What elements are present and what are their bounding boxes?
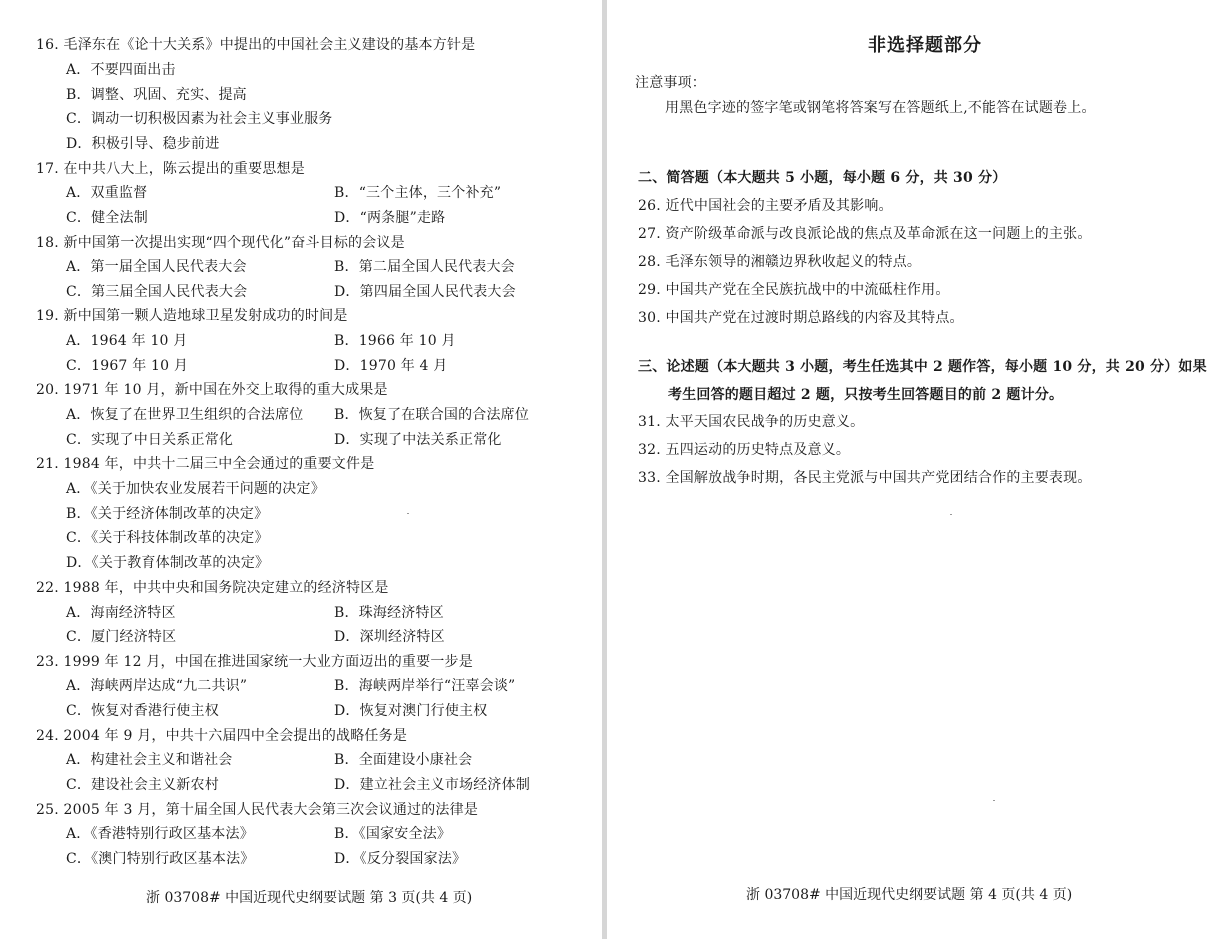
option-b: B．恢复了在联合国的合法席位 [334,407,530,423]
option-c: C．建设社会主义新农村 [66,777,219,793]
option-c: C．调动一切积极因素为社会主义事业服务 [66,111,333,127]
option-c: C．第三届全国人民代表大会 [66,284,248,300]
option-b: B．海峡两岸举行“汪辜会谈” [334,678,516,694]
question-text: 近代中国社会的主要矛盾及其影响。 [665,198,893,214]
scan-speck [407,513,409,514]
option-a: A．1964 年 10 月 [66,333,188,349]
question-27 [638,225,1092,243]
question-number: 28. [638,254,661,270]
option-c: C．《澳门特别行政区基本法》 [66,851,255,867]
question-number: 26. [638,198,661,214]
option-d: D．1970 年 4 月 [334,358,448,374]
question-20 [36,381,388,399]
question-text: 五四运动的历史特点及意义。 [665,442,851,458]
question-stem: 新中国第一颗人造地球卫星发射成功的时间是 [63,308,348,324]
question-21 [36,455,374,473]
option-d: D．实现了中法关系正常化 [334,432,502,448]
section-3-heading: 三、论述题（本大题共 3 小题，考生任选其中 2 题作答，每小题 10 分，共 20 分）如果 [638,359,1207,375]
option-d: D．恢复对澳门行使主权 [334,703,488,719]
question-text: 中国共产党在全民族抗战中的中流砥柱作用。 [665,282,950,298]
question-stem: 1988 年，中共中央和国务院决定建立的经济特区是 [63,580,389,596]
question-stem: 在中共八大上，陈云提出的重要思想是 [63,161,305,177]
question-number: 20. [36,382,59,398]
notice-text: 用黑色字迹的签字笔或钢笔将答案写在答题纸上,不能答在试题卷上。 [665,100,1096,116]
option-b: B．《关于经济体制改革的决定》 [66,506,269,522]
option-d: D．《反分裂国家法》 [334,851,467,867]
option-b: B．《国家安全法》 [334,826,452,842]
question-number: 27. [638,226,661,242]
option-d: D．第四届全国人民代表大会 [334,284,516,300]
exam-page-3 [0,0,602,939]
page-footer: 浙 03708# 中国近现代史纲要试题 第 4 页(共 4 页) [746,887,1073,903]
question-28 [638,253,921,271]
question-30 [638,309,964,327]
question-26 [638,197,893,215]
section-title: 非选择题部分 [868,35,982,56]
question-19 [36,307,348,325]
question-number: 19. [36,308,59,324]
question-number: 18. [36,235,59,251]
question-22 [36,579,389,597]
notice-label: 注意事项： [635,75,706,91]
question-31 [638,413,864,431]
question-32 [638,441,850,459]
question-number: 23. [36,654,59,670]
option-c: C．实现了中日关系正常化 [66,432,234,448]
option-b: B．第二届全国人民代表大会 [334,259,515,275]
question-29 [638,281,950,299]
question-number: 25. [36,802,59,818]
question-stem: 毛泽东在《论十大关系》中提出的中国社会主义建设的基本方针是 [63,37,476,53]
option-d: D．深圳经济特区 [334,629,445,645]
question-number: 22. [36,580,59,596]
option-c: C．健全法制 [66,210,148,226]
option-a: A．海峡两岸达成“九二共识” [66,678,248,694]
option-a: A．不要四面出击 [66,62,176,78]
question-text: 中国共产党在过渡时期总路线的内容及其特点。 [665,310,964,326]
question-number: 17. [36,161,59,177]
question-stem: 2004 年 9 月，中共十六届四中全会提出的战略任务是 [63,728,408,744]
option-b: B．全面建设小康社会 [334,752,473,768]
section-2-heading: 二、简答题（本大题共 5 小题，每小题 6 分，共 30 分） [638,170,1007,186]
question-number: 30. [638,310,661,326]
question-text: 毛泽东领导的湘赣边界秋收起义的特点。 [665,254,922,270]
option-c: C．1967 年 10 月 [66,358,189,374]
question-text: 资产阶级革命派与改良派论战的焦点及革命派在这一问题上的主张。 [665,226,1092,242]
question-16 [36,36,475,54]
section-3-heading-cont: 考生回答的题目超过 2 题，只按考生回答题目的前 2 题计分。 [668,387,1064,403]
question-17 [36,160,305,178]
page-footer: 浙 03708# 中国近现代史纲要试题 第 3 页(共 4 页) [146,890,473,906]
question-number: 29. [638,282,661,298]
option-d: D．建立社会主义市场经济体制 [334,777,531,793]
question-number: 33. [638,470,661,486]
scan-speck [993,800,995,801]
option-c: C．恢复对香港行使主权 [66,703,219,719]
question-23 [36,653,473,671]
option-a: A．恢复了在世界卫生组织的合法席位 [66,407,304,423]
question-stem: 2005 年 3 月，第十届全国人民代表大会第三次会议通过的法律是 [63,802,479,818]
option-d: D．积极引导、稳步前进 [66,136,220,152]
question-stem: 1999 年 12 月，中国在推进国家统一大业方面迈出的重要一步是 [63,654,473,670]
option-a: A．《关于加快农业发展若干问题的决定》 [66,481,325,497]
option-d: D．“两条腿”走路 [334,210,446,226]
question-text: 全国解放战争时期，各民主党派与中国共产党团结合作的主要表现。 [665,470,1092,486]
question-stem: 新中国第一次提出实现“四个现代化”奋斗目标的会议是 [63,235,405,251]
question-18 [36,234,405,252]
question-number: 24. [36,728,59,744]
question-25 [36,801,478,819]
question-24 [36,727,407,745]
scan-speck [950,514,952,515]
option-b: B．“三个主体，三个补充” [334,185,502,201]
option-c: C．厦门经济特区 [66,629,177,645]
option-d: D．《关于教育体制改革的决定》 [66,555,270,571]
option-a: A．构建社会主义和谐社会 [66,752,233,768]
option-b: B．1966 年 10 月 [334,333,456,349]
question-number: 21. [36,456,59,472]
option-a: A．海南经济特区 [66,605,176,621]
option-a: A．《香港特别行政区基本法》 [66,826,254,842]
question-text: 太平天国农民战争的历史意义。 [665,414,865,430]
option-a: A．第一届全国人民代表大会 [66,259,247,275]
question-number: 32. [638,442,661,458]
option-b: B．调整、巩固、充实、提高 [66,87,247,103]
question-number: 16. [36,37,59,53]
option-b: B．珠海经济特区 [334,605,444,621]
question-stem: 1971 年 10 月，新中国在外交上取得的重大成果是 [63,382,388,398]
question-stem: 1984 年，中共十二届三中全会通过的重要文件是 [63,456,375,472]
question-number: 31. [638,414,661,430]
option-c: C．《关于科技体制改革的决定》 [66,530,269,546]
option-a: A．双重监督 [66,185,148,201]
question-33 [638,469,1092,487]
exam-page-4 [607,0,1229,939]
